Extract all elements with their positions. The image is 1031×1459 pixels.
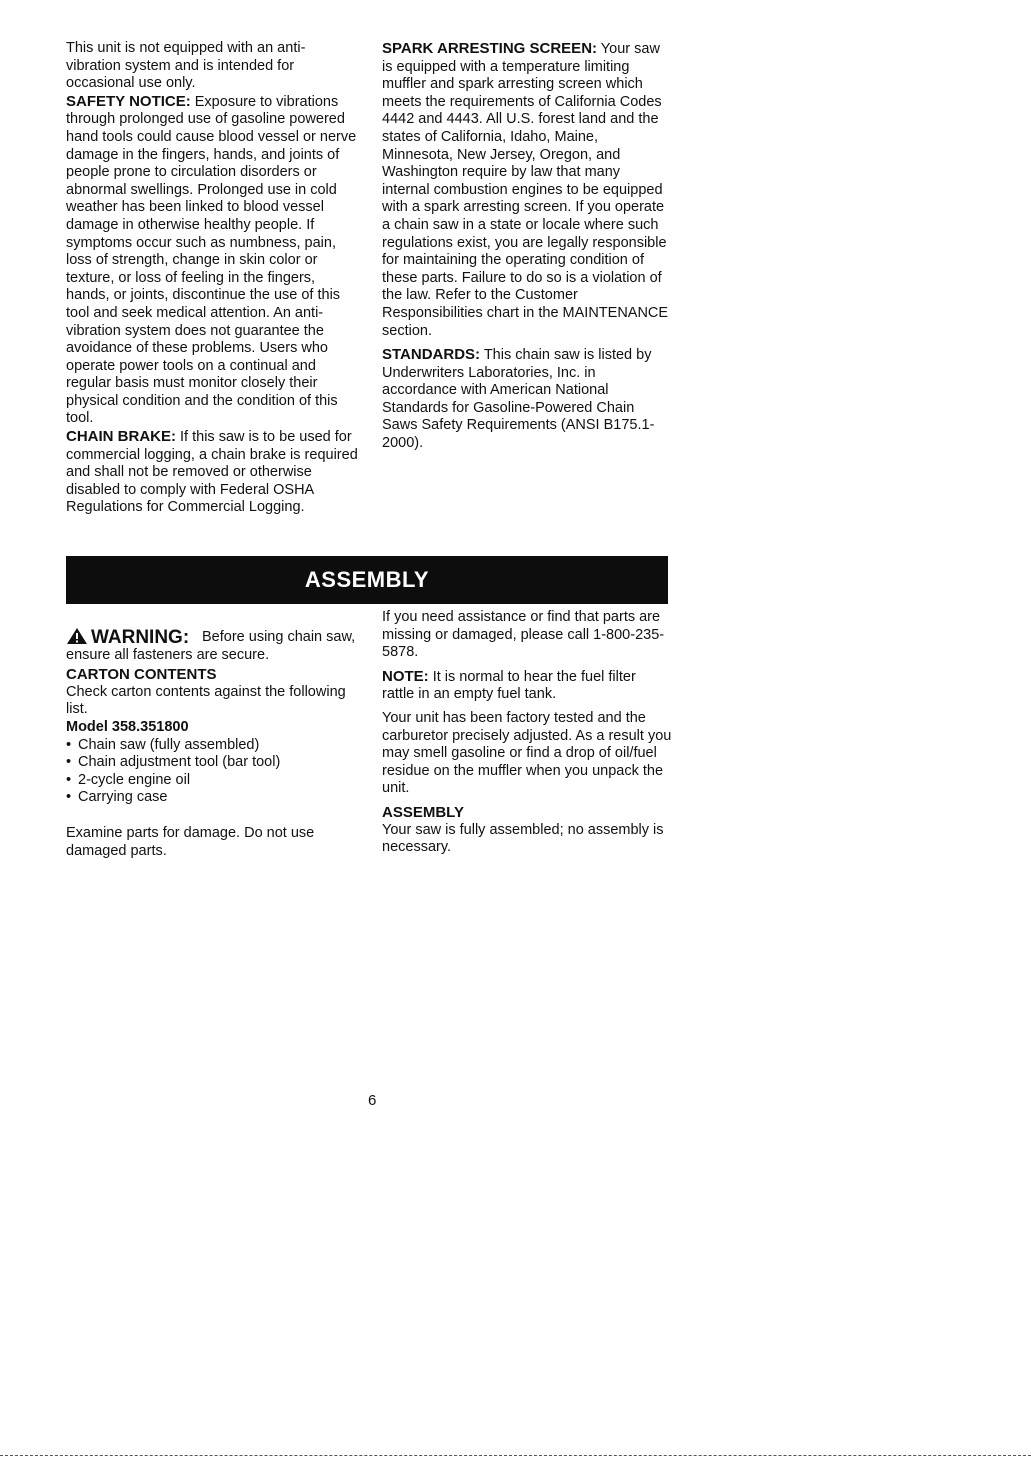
spark-arresting-paragraph (382, 40, 670, 340)
safety-notice-paragraph (66, 93, 358, 428)
warning-text: Before using chain saw, ensure all fasteners are secure. (66, 629, 356, 663)
warning-label: WARNING: (91, 627, 190, 648)
chain-brake-label: CHAIN BRAKE: (66, 428, 176, 446)
model-number: Model 358.351800 (66, 718, 189, 735)
list-item: • Chain adjustment tool (bar tool) (66, 754, 358, 772)
standards-label: STANDARDS: (382, 346, 481, 364)
assembly-banner: ASSEMBLY (66, 556, 668, 604)
spark-arresting-text: Your saw is equipped with a temperature limiting muffler and spark arresting screen which meets the requirements of California Codes 4442 and 4443. All U.S. forest land and the states of California, Idaho, Maine, Minnesota, New Jersey, Oregon, and Washington require by law that many internal combustion engines to be equipped with a spark arresting screen. If you operate a chain saw in a state or locale where such regulations exist, you are legally responsible for maintaining the operating condition of these parts. Failure to do so is a violation of the law. Refer to the Customer Responsibilities chart in the MAINTENANCE section. (382, 41, 669, 339)
safety-notice-label: SAFETY NOTICE: (66, 92, 191, 110)
standards-paragraph (382, 346, 670, 453)
warning-triangle-icon (66, 627, 88, 644)
factory-tested-text: Your unit has been factory tested and the carburetor precisely adjusted. As a result you may smell gasoline or find a drop of oil/fuel residue on the muffler when you unpack the unit. (382, 709, 672, 797)
note-text: It is normal to hear the fuel filter rattle in an empty fuel tank. (382, 668, 636, 703)
carton-contents-heading: CARTON CONTENTS (66, 666, 217, 684)
list-item: • Carrying case (66, 789, 358, 807)
left-column-assembly (66, 625, 358, 860)
standards-text: This chain saw is listed by Underwriters Laboratories, Inc. in accordance with American National Standards for Gasoline-Powered Chain Saws Safety Requirements (ANSI B175.1-2000). (382, 347, 655, 452)
chain-brake-text: If this saw is to be used for commercial logging, a chain brake is required and shall not be removed or otherwise disabled to comply with Federal OSHA Regulations for Commercial Logging. (66, 429, 358, 516)
right-column-top (382, 40, 670, 453)
assembly-text: Your saw is fully assembled; no assembly is necessary. (382, 821, 664, 856)
anti-vibration-paragraph: This unit is not equipped with an anti-vibration system and is intended for occasional use only. (66, 40, 306, 92)
spacer (66, 807, 358, 825)
list-item: • Chain saw (fully assembled) (66, 737, 358, 755)
assembly-heading: ASSEMBLY (382, 803, 464, 821)
chain-brake-paragraph (66, 428, 358, 517)
carton-contents-text: Check carton contents against the following list. (66, 683, 346, 718)
assistance-text: If you need assistance or find that parts are missing or damaged, please call 1-800-235-5878. (382, 609, 665, 661)
examine-parts-text: Examine parts for damage. Do not use damaged parts. (66, 824, 315, 859)
note-label: NOTE: (382, 667, 429, 685)
page-number: 6 (368, 1092, 377, 1109)
bottom-dashed-rule (0, 1455, 1031, 1457)
right-column-assembly (382, 609, 672, 857)
carton-items-list (66, 737, 358, 807)
list-item: • 2-cycle engine oil (66, 772, 358, 790)
left-column-top (66, 40, 358, 517)
note-paragraph (382, 668, 672, 704)
spark-arresting-label: SPARK ARRESTING SCREEN: (382, 40, 598, 57)
safety-notice-text: Exposure to vibrations through prolonged use of gasoline powered hand tools could cause blood vessel or nerve damage in the fingers, hands, and joints of people prone to circulation disorders or abnormal swellings. Prolonged use in cold weather has been linked to blood vessel damage in otherwise healthy people. If symptoms occur such as numbness, pain, loss of strength, change in skin color or texture, or loss of feeling in the fingers, hands, or joints, discontinue the use of this tool and seek medical attention. An anti-vibration system does not guarantee the avoidance of these problems. Users who operate power tools on a continual and regular basis must monitor closely their physical condition and the condition of this tool. (66, 93, 357, 427)
